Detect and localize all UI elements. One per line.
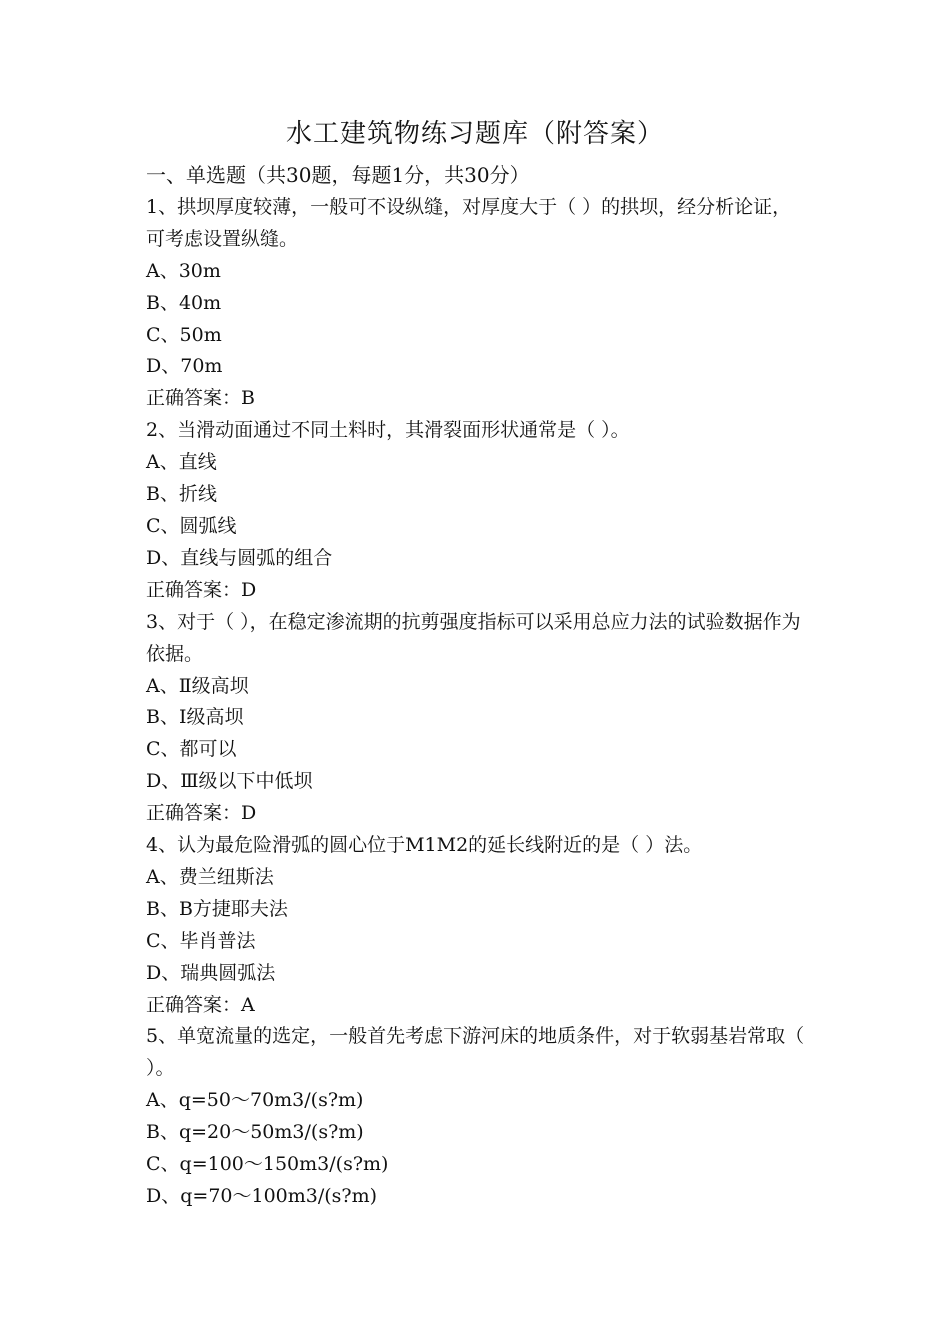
question-option: B、折线 (146, 483, 217, 506)
correct-answer: 正确答案：B (146, 387, 255, 410)
question-option: C、圆弧线 (146, 514, 237, 537)
question-stem: 4、认为最危险滑弧的圆心位于M1M2的延长线附近的是（ ）法。 (146, 834, 703, 857)
question-option: B、Ⅰ级高坝 (146, 706, 244, 729)
question-option: B、q=20～50m3/(s?m) (146, 1121, 364, 1144)
question-option: A、30m (146, 259, 221, 282)
question-stem: 2、当滑动面通过不同土料时，其滑裂面形状通常是（ ）。 (146, 419, 630, 442)
correct-answer: 正确答案：D (146, 802, 257, 825)
document-title: 水工建筑物练习题库（附答案） (285, 119, 664, 149)
correct-answer: 正确答案：D (146, 578, 257, 601)
question-option: B、B方捷耶夫法 (146, 897, 288, 920)
question-option: D、直线与圆弧的组合 (146, 546, 333, 569)
question-option: A、Ⅱ级高坝 (146, 674, 249, 697)
question-option: D、瑞典圆弧法 (146, 961, 276, 984)
question-option: A、q=50～70m3/(s?m) (146, 1089, 364, 1112)
question-stem: 3、对于（ ），在稳定渗流期的抗剪强度指标可以采用总应力法的试验数据作为依据。 (146, 610, 801, 665)
question-option: D、70m (146, 355, 223, 378)
question-option: D、q=70～100m3/(s?m) (146, 1185, 378, 1207)
document-body (146, 160, 810, 1213)
correct-answer: 正确答案：A (146, 993, 255, 1016)
question-stem: 5、单宽流量的选定，一般首先考虑下游河床的地质条件，对于软弱基岩常取（ ）。 (146, 1025, 805, 1080)
question-option: C、50m (146, 323, 222, 346)
question-option: C、q=100～150m3/(s?m) (146, 1153, 389, 1176)
question-option: C、都可以 (146, 738, 237, 761)
question-option: D、Ⅲ级以下中低坝 (146, 770, 313, 793)
question-option: B、40m (146, 291, 222, 314)
question-option: A、费兰纽斯法 (146, 865, 274, 888)
section-heading: 一、单选题（共30题，每题1分，共30分） (146, 163, 530, 187)
question-option: C、毕肖普法 (146, 929, 256, 952)
question-stem: 1、拱坝厚度较薄，一般可不设纵缝，对厚度大于（ ）的拱坝，经分析论证，可考虑设置纵缝。 (146, 195, 792, 250)
question-option: A、直线 (146, 451, 217, 474)
